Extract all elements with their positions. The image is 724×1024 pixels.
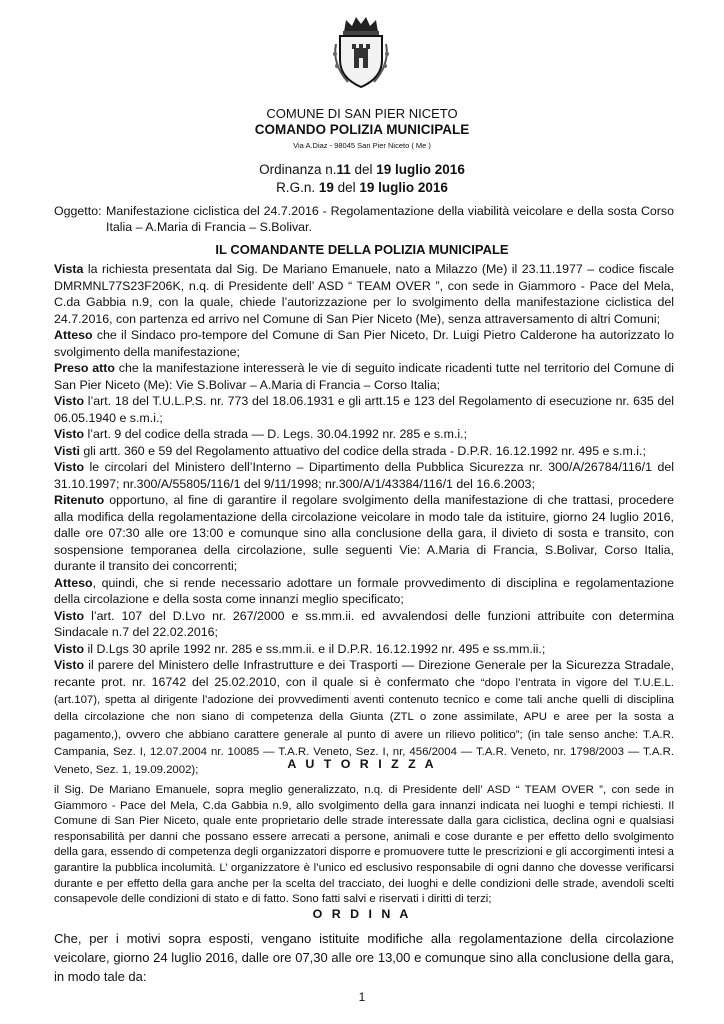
paragraph: Preso atto che la manifestazione interesserà le vie di seguito indicate ricadenti tutte nel territorio del Comune di San Pier Niceto (Me): Vie S.Bolivar – A.Maria di Francia – Corso Italia;	[54, 361, 674, 392]
ordinanza-number: 11	[336, 162, 351, 177]
oggetto-label: Oggetto:	[54, 204, 102, 218]
ordinanza-del: del	[350, 162, 377, 177]
rgn-date: 19 luglio 2016	[359, 180, 448, 195]
paragraph: Visto l’art. 18 del T.U.L.P.S. nr. 773 del 18.06.1931 e gli artt.15 e 123 del Regolamento di esecuzione nr. 635 del 06.05.1940 e s.m.i.;	[54, 394, 674, 425]
rgn-del: del	[333, 180, 360, 195]
comando-name: COMANDO POLIZIA MUNICIPALE	[254, 122, 470, 137]
ordinanza-prefix: Ordinanza n.	[259, 162, 337, 177]
coat-of-arms-icon	[330, 14, 392, 90]
paragraph: Visto le circolari del Ministero dell’Interno – Dipartimento della Pubblica Sicurezza nr. 300/A/26784/116/1 del 31.10.1997; nr.300/A/55805/116/1 del 9/11/1998; nr.300/A/1/43384/116/1 del 16.6.2003;	[54, 460, 674, 491]
document-title: IL COMANDANTE DELLA POLIZIA MUNICIPALE	[215, 242, 509, 257]
paragraph: Visto il D.Lgs 30 aprile 1992 nr. 285 e ss.mm.ii. e il D.P.R. 16.12.1992 nr. 495 e ss.mm.ii.;	[54, 641, 546, 656]
paragraph: Visto l’art. 9 del codice della strada — D. Legs. 30.04.1992 nr. 285 e s.m.i.;	[54, 427, 468, 441]
ordinanza-date: 19 luglio 2016	[376, 162, 465, 177]
rgn-number: 19	[318, 180, 334, 195]
rgn-line	[0, 180, 724, 195]
autorizza-text: il Sig. De Mariano Emanuele, sopra meglio generalizzato, n.q. di Presidente dell’ ASD “ TEAM OVER ”, con sede in Giammoro - Pace del Mela, C.da Gabbia n.9, allo svolgimento della gara innanzi indicata nei luoghi e tempi richiesti. Il Comune di San Pier Niceto, quale ente proprietario delle strade interessate dalla gara ciclistica, declina ogni e qualsiasi responsabilità per danni che possano essere arrecati a persone, animali e cose durante e per effetto dello svolgimento della gara, essendo di competenza degli organizzatori disporre e promuovere tutte le prescrizioni e gli accorgimenti intesi a garantire la pubblica incolumità. L’ organizzatore è l’unico ed esclusivo responsabile di ogni danno che dovesse verificarsi durante e per effetto della gara anche per la scelta del tracciato, dei luoghi e delle condizioni delle strade, avendoli scelti consapevole delle condizioni di stato e di fatto. Sono fatti salvi e riservati i diritti di terzi;	[54, 784, 674, 906]
ordinanza-line	[0, 162, 724, 177]
paragraph-parere: Visto il parere del Ministero delle Infrastrutture e dei Trasporti — Direzione Generale per la Sicurezza Stradale, recante prot. nr. 16742 del 25.02.2010, con il quale si è confermato che “dopo l’entrata in vigore del T.U.E.L. (art.107), spetta al dirigente l’adozione dei provvedimenti aventi contenuto tecnico e come tali anche quelli di disciplina della circolazione che non siano di competenza della Giunta (ZTL o zone assimilate, APU e aree per la sosta a pagamento,), ovvero che abbiano carattere generale al punto di avere un rilievo politico”; (in tale senso anche: T.A.R. Campania, Sez. I, 12.07.2004 nr. 10085 — T.A.R. Veneto, Sez. I, nr, 456/2004 — T.A.R. Veneto, nr. 1798/2003 — T.A.R. Veneto, Sez. 1, 19.09.2002);	[54, 658, 674, 776]
page-number: 1	[358, 990, 366, 1004]
paragraph: Visto l’art. 107 del D.Lvo nr. 267/2000 e ss.mm.ii. ed avvalendosi delle funzioni attribuite con determina Sindacale n.7 del 22.02.2016;	[54, 608, 674, 639]
paragraph: Atteso che il Sindaco pro-tempore del Comune di San Pier Niceto, Dr. Luigi Pietro Calderone ha autorizzato lo svolgimento della manifestazione;	[54, 328, 674, 359]
paragraph: Vista la richiesta presentata dal Sig. De Mariano Emanuele, nato a Milazzo (Me) il 23.11.1977 – codice fiscale DMRMNL77S23F206K, n.q. di Presidente dell’ ASD “ TEAM OVER ”, con sede in Giammoro - Pace del Mela, C.da Gabbia n.9, con la quale, chiede l’autorizzazione per lo svolgimento della manifestazione ciclistica del 24.7.2016, con partenza ed arrivo nel Comune di San Pier Niceto (Me), senza attraversamento di altri Comuni;	[54, 262, 674, 326]
comune-name: COMUNE DI SAN PIER NICETO	[266, 106, 458, 121]
oggetto-text: Manifestazione ciclistica del 24.7.2016 - Regolamentazione della viabilità veicolare e della sosta Corso Italia – A.Maria di Francia – S.Bolivar.	[106, 204, 674, 234]
parere-quote: “dopo l’entrata in vigore del T.U.E.L. (art.107), spetta al dirigente l’adozione dei provvedimenti aventi contenuto tecnico e come tali anche quelli di disciplina della circolazione che non siano di competenza della Giunta (ZTL o zone assimilate, APU e aree per la sosta a pagamento,), ovvero che abbiano carattere generale al punto di avere un rilievo politico”; (in tale senso anche: T.A.R. Campania, Sez. I, 12.07.2004 nr. 10085 — T.A.R. Veneto, Sez. I, nr, 456/2004 — T.A.R. Veneto, nr. 1798/2003 — T.A.R. Veneto, Sez. 1, 19.09.2002);	[54, 676, 674, 776]
ordina-heading: O R D I N A	[312, 907, 412, 921]
comando-address: Via A.Diaz - 98045 San Pier Niceto ( Me )	[293, 141, 431, 150]
autorizza-heading: A U T O R I Z Z A	[287, 757, 437, 771]
oggetto-block	[54, 203, 674, 235]
paragraph: Atteso, quindi, che si rende necessario adottare un formale provvedimento di disciplina e regolamentazione della circolazione e della sosta come innanzi meglio specificato;	[54, 575, 674, 606]
paragraph: Visti gli artt. 360 e 59 del Regolamento attuativo del codice della strada - D.P.R. 16.12.1992 nr. 495 e s.m.i.;	[54, 443, 646, 458]
rgn-prefix: R.G.n.	[276, 180, 319, 195]
premises-body	[54, 261, 674, 778]
paragraph: Ritenuto opportuno, al fine di garantire il regolare svolgimento della manifestazione di che trattasi, procedere alla modifica della regolamentazione della circolazione veicolare in modo tale da istituire, giorno 24 luglio 2016, dalle ore 07:30 alle ore 13:00 e comunque sino alla conclusione della gara, il divieto di sosta e transito, con sospensione temporanea della circolazione, sulle seguenti Vie: A.Maria di Francia, S.Bolivar, Corso Italia, durante il transito dei concorrenti;	[54, 493, 674, 573]
ordina-text: Che, per i motivi sopra esposti, vengano istituite modifiche alla regolamentazione della circolazione veicolare, giorno 24 luglio 2016, dalle ore 07,30 alle ore 13,00 e comunque sino alla conclusione della gara, in modo tale da:	[54, 931, 674, 984]
